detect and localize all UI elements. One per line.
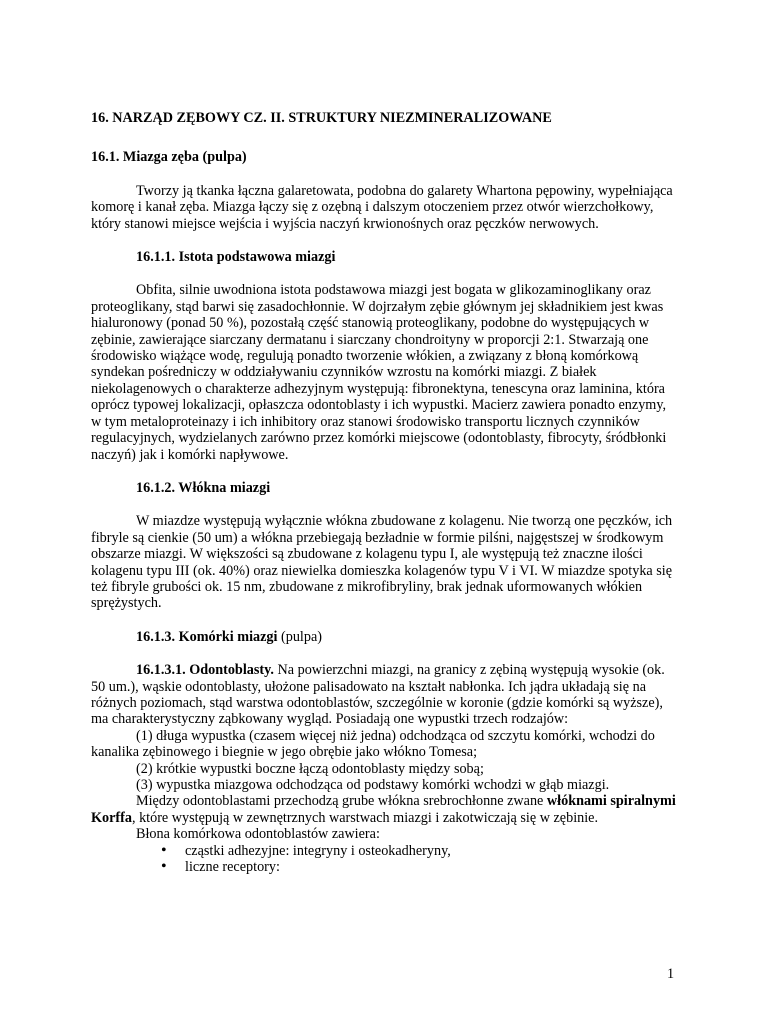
process-item-2: (2) krótkie wypustki boczne łączą odontoblasty między sobą; — [136, 760, 484, 777]
korff-paragraph — [91, 793, 678, 826]
korff-text-post: , które występują w zewnętrznych warstwach miazgi i zakotwiczają się w zębinie. — [131, 809, 599, 826]
section-heading: 16.1. Miazga zęba (pulpa) — [91, 149, 247, 166]
chapter-title: 16. NARZĄD ZĘBOWY CZ. II. STRUKTURY NIEZMINERALIZOWANE — [91, 110, 552, 126]
process-item-3: (3) wypustka miazgowa odchodząca od podstawy komórki wchodzi w głąb miazgi. — [136, 777, 610, 793]
intro-paragraph: Tworzy ją tkanka łączna galaretowata, podobna do galarety Whartona pępowiny, wypełniająca komorę i kanał zęba. Miazga łączy się z ozębną i dalszym otoczeniem przez otwór wierzchołkowy, który stanowi miejsce wejścia i wyjścia naczyń krwionośnych oraz pęczków nerwowych. — [91, 182, 673, 232]
fibers-paragraph: W miazdze występują wyłącznie włókna zbudowane z kolagenu. Nie tworzą one pęczków, ich fibryle są cienkie (50 um) a włókna przebiegają bezładnie w formie pilśni, najgęstszej w środkowym obszarze miazgi. W większości są zbudowane z kolagenu typu I, ale występują też znaczne ilości kolagenu typu III (ok. 40%) oraz niewielka domieszka kolagenów typu V i VI. W miazdze spotyka się też fibryle grubości ok. 15 nm, zbudowane z mikrofibryliny, brak jednak uformowanych włókien sprężystych. — [91, 513, 673, 612]
subsection-heading-fibers: 16.1.2. Włókna miazgi — [136, 479, 271, 496]
ground-substance-paragraph: Obfita, silnie uwodniona istota podstawowa miazgi jest bogata w glikozaminoglikany oraz proteoglikany, stąd barwi się zasadochłonnie. W dojrzałym zębie głównym jej składnikiem jest kwas hialuronowy (ponad 50 %), pozostałą część stanowią proteoglikany, podobne do występujących w zębinie, zawierające siarczany dermatanu i siarczany chondroityny w proporcji 2:1. Stwarzają one środowisko wiążące wodę, regulują ponadto tworzenie włókien, a związany z błoną komórkową syndekan pośredniczy w oddziaływaniu czynników wzrostu na komórki miazgi. Z białek niekolagenowych o charakterze adhezyjnym występują: fibronektyna, tenescyna oraz laminina, która oprócz typowej lokalizacji, opłaszcza odontoblasty i ich wypustki. Macierz zawiera ponadto enzymy, w tym metaloproteinazy i ich inhibitory oraz stanowi środowisko transportu licznych czynników regulacyjnych, wydzielanych zarówno przez komórki miejscowe (odontoblasty, fibrocyty, śródbłonki naczyń) jak i komórki napływowe. — [91, 282, 667, 463]
subsection-heading-ground-substance: 16.1.1. Istota podstawowa miazgi — [136, 249, 336, 266]
cells-heading-note: (pulpa) — [277, 628, 322, 645]
odontoblasts-paragraph — [91, 662, 678, 728]
cells-heading-bold: 16.1.3. Komórki miazgi — [136, 628, 278, 645]
odontoblasts-text: Na powierzchni miazgi, na granicy z zębiną występują wysokie (ok. 50 um.), wąskie odontoblasty, ułożone palisadowato na kształt nabłonka. Ich jądra układają się na różnych poziomach, stąd warstwa odontoblastów, szczególnie w koronie (gdzie komórki są wyższe), ma charakterystyczny ząbkowany wygląd. Posiadają one wypustki trzech rodzajów: — [91, 662, 665, 728]
subsection-heading-cells — [136, 629, 678, 645]
korff-text-pre: Między odontoblastami przechodzą grube włókna srebrochłonne zwane — [136, 793, 547, 810]
page-number: 1 — [667, 966, 675, 982]
list-item: • liczne receptory: — [161, 859, 678, 875]
membrane-intro: Błona komórkowa odontoblastów zawiera: — [136, 826, 380, 843]
korff-term: włóknami spiralnymi Korffa — [91, 793, 676, 826]
membrane-list — [91, 843, 678, 876]
odontoblasts-heading: 16.1.3.1. Odontoblasty. — [136, 662, 274, 679]
list-item: • cząstki adhezyjne: integryny i osteokadheryny, — [161, 843, 678, 859]
process-item-1: (1) długa wypustka (czasem więcej niż jedna) odchodząca od szczytu komórki, wchodzi do kanalika zębinowego i biegnie w jego obrębie jako włókno Tomesa; — [91, 727, 655, 761]
document-page — [91, 110, 678, 875]
